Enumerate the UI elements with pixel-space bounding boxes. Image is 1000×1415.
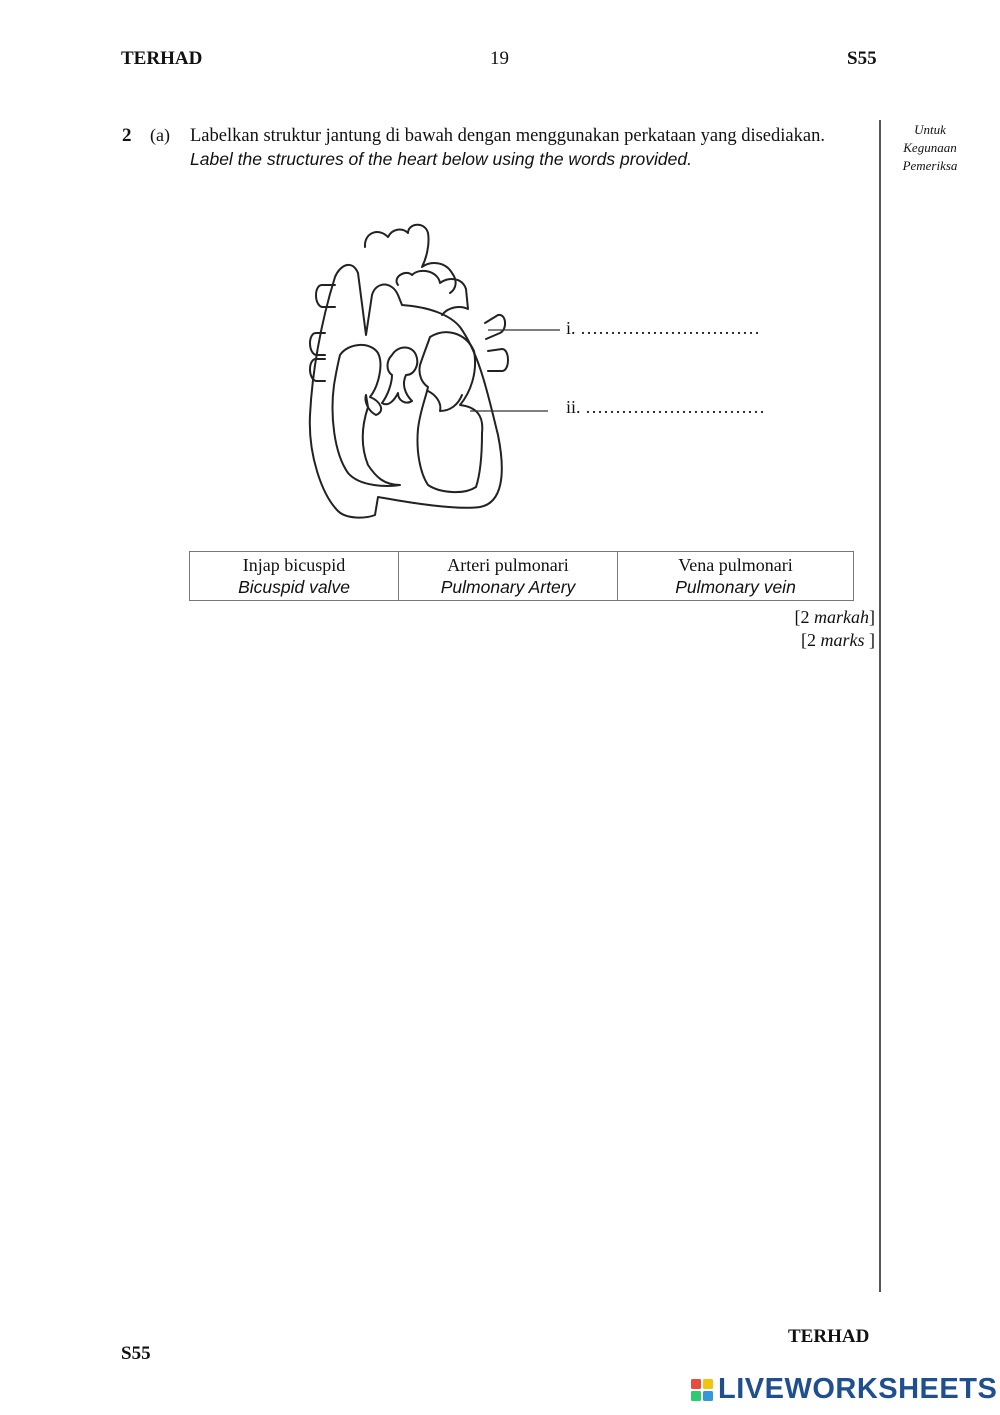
marks-malay-word: markah bbox=[814, 607, 869, 627]
label-ii[interactable]: ii. ………………………… bbox=[566, 397, 766, 417]
pulmonary-trunk bbox=[397, 271, 468, 315]
marks-english-close: ] bbox=[864, 630, 875, 650]
header-right: S55 bbox=[847, 48, 877, 69]
question-number: 2 bbox=[122, 125, 132, 146]
liveworksheets-logo-icon bbox=[690, 1378, 714, 1402]
word-bank-cell-3 bbox=[618, 552, 854, 601]
marks-malay-close: ] bbox=[869, 607, 875, 627]
septum-valve bbox=[382, 348, 417, 405]
left-chamber bbox=[417, 332, 482, 492]
pulmonary-vein-right-1 bbox=[485, 315, 505, 339]
footer-right: TERHAD bbox=[788, 1326, 870, 1347]
word-malay: Arteri pulmonari bbox=[447, 555, 569, 575]
page-number: 19 bbox=[490, 48, 509, 69]
marks-malay bbox=[795, 607, 876, 628]
question-text bbox=[190, 125, 860, 171]
marks-english bbox=[801, 630, 875, 651]
bicuspid-valve-flap bbox=[428, 391, 462, 411]
word-english: Pulmonary vein bbox=[675, 577, 796, 597]
question-text-malay: Labelkan struktur jantung di bawah dengan menggunakan perkataan yang disediakan. bbox=[190, 126, 825, 146]
word-bank-cell-1 bbox=[190, 552, 399, 601]
label-i[interactable]: i. ………………………… bbox=[566, 318, 761, 338]
header-left: TERHAD bbox=[121, 48, 203, 69]
question-text-english: Label the structures of the heart below using the words provided. bbox=[190, 149, 692, 169]
word-malay: Injap bicuspid bbox=[242, 555, 346, 575]
examiner-use-box bbox=[884, 121, 976, 175]
liveworksheets-logo[interactable] bbox=[690, 1373, 997, 1406]
examiner-line-1: Untuk bbox=[914, 122, 946, 137]
footer-left: S55 bbox=[121, 1343, 151, 1364]
examiner-line-2: Kegunaan bbox=[903, 140, 957, 155]
marks-malay-number: [2 bbox=[794, 607, 814, 627]
marks-english-number: [2 bbox=[801, 630, 821, 650]
marks-english-word: marks bbox=[820, 630, 865, 650]
examiner-margin-rule bbox=[879, 120, 881, 1292]
word-bank-row bbox=[190, 552, 854, 601]
word-english: Bicuspid valve bbox=[238, 577, 350, 597]
question-part: (a) bbox=[150, 125, 170, 145]
examiner-line-3: Pemeriksa bbox=[902, 158, 958, 173]
pulmonary-vein-right-2 bbox=[488, 349, 508, 371]
word-bank-table bbox=[189, 551, 854, 601]
word-english: Pulmonary Artery bbox=[440, 577, 576, 597]
word-malay: Vena pulmonari bbox=[678, 555, 793, 575]
liveworksheets-logo-text: LIVEWORKSHEETS bbox=[718, 1373, 998, 1405]
right-chamber bbox=[333, 345, 400, 486]
word-bank-cell-2 bbox=[399, 552, 618, 601]
heart-diagram bbox=[280, 215, 580, 525]
